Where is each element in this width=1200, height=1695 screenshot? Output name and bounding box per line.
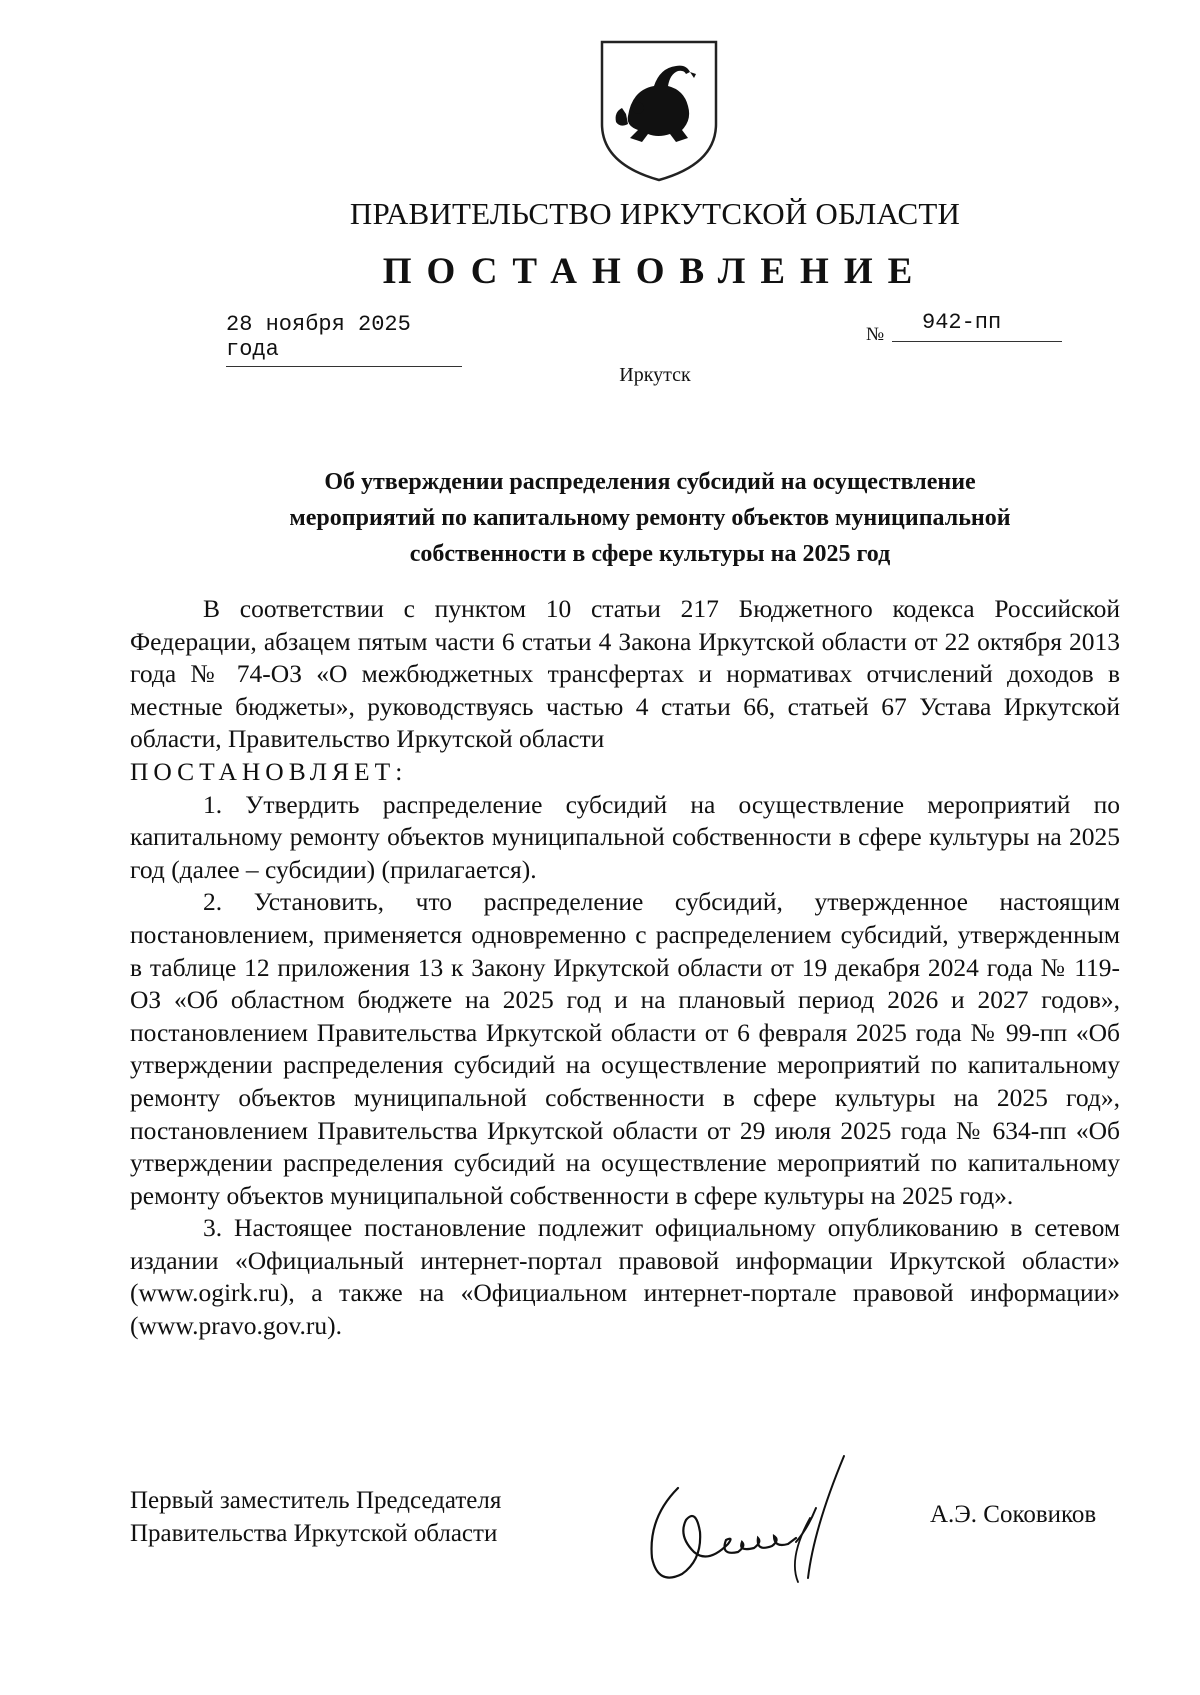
document-heading xyxy=(200,464,1100,572)
item-1-paragraph: 1. Утвердить распределение субсидий на осуществление мероприятий по капитальному ремонту объектов муниципальной собственности в сфере культуры на 2025 год (далее – субсидии) (прилагается). xyxy=(130,789,1120,884)
heading-line-2: мероприятий по капитальному ремонту объектов муниципальной xyxy=(289,505,1011,531)
coat-of-arms-icon xyxy=(598,38,720,184)
heading-line-1: Об утверждении распределения субсидий на осуществление xyxy=(324,469,976,495)
item-2-paragraph: 2. Установить, что распределение субсидий, утвержденное настоящим постановлением, применяется одновременно с распределением субсидий, утвержденным в таблице 12 приложения 13 к Закону Иркутской области от 19 декабря 2024 года № 119-ОЗ «Об областном бюджете на 2025 год и на плановый период 2026 и 2027 годов», постановлением Правительства Иркутской области от 6 февраля 2025 года № 99-пп «Об утверждении распределения субсидий на осуществление мероприятий по капитальному ремонту объектов муниципальной собственности в сфере культуры на 2025 год», постановлением Правительства Иркутской области от 29 июля 2025 года № 634-пп «Об утверждении распределения субсидий на осуществление мероприятий по капитальному ремонту объектов муниципальной собственности в сфере культуры на 2025 год». xyxy=(130,887,1120,1210)
document-city: Иркутск xyxy=(619,364,691,386)
document-date: 28 ноября 2025 года xyxy=(226,312,462,367)
document-type: ПОСТАНОВЛЕНИЕ xyxy=(382,251,928,292)
position-line-2: Правительства Иркутской области xyxy=(130,1520,498,1547)
resolves-word: ПОСТАНОВЛЯЕТ: xyxy=(130,756,408,786)
document-number: 942-пп xyxy=(892,310,1062,342)
signature-icon xyxy=(638,1448,888,1598)
position-line-1: Первый заместитель Председателя xyxy=(130,1487,502,1514)
signatory-name: А.Э. Соковиков xyxy=(930,1501,1097,1528)
number-sign: № xyxy=(866,324,885,345)
item-3-paragraph: 3. Настоящее постановление подлежит официальному опубликованию в сетевом издании «Официальный интернет-портал правовой информации Иркутской области» (www.ogirk.ru), а также на «Официальном интернет-портале правовой информации» (www.pravo.gov.ru). xyxy=(130,1213,1120,1341)
signatory-position xyxy=(130,1484,501,1550)
government-title: ПРАВИТЕЛЬСТВО ИРКУТСКОЙ ОБЛАСТИ xyxy=(349,196,961,231)
document-body xyxy=(130,593,1120,1343)
heading-line-3: собственности в сфере культуры на 2025 год xyxy=(409,541,891,567)
preamble-paragraph: В соответствии с пунктом 10 статьи 217 Бюджетного кодекса Российской Федерации, абзацем пятым части 6 статьи 4 Закона Иркутской области от 22 октября 2013 года № 74-ОЗ «О межбюджетных трансфертах и нормативах отчислений доходов в местные бюджеты», руководствуясь частью 4 статьи 66, статьей 67 Устава Иркутской области, Правительство Иркутской области xyxy=(130,594,1120,754)
